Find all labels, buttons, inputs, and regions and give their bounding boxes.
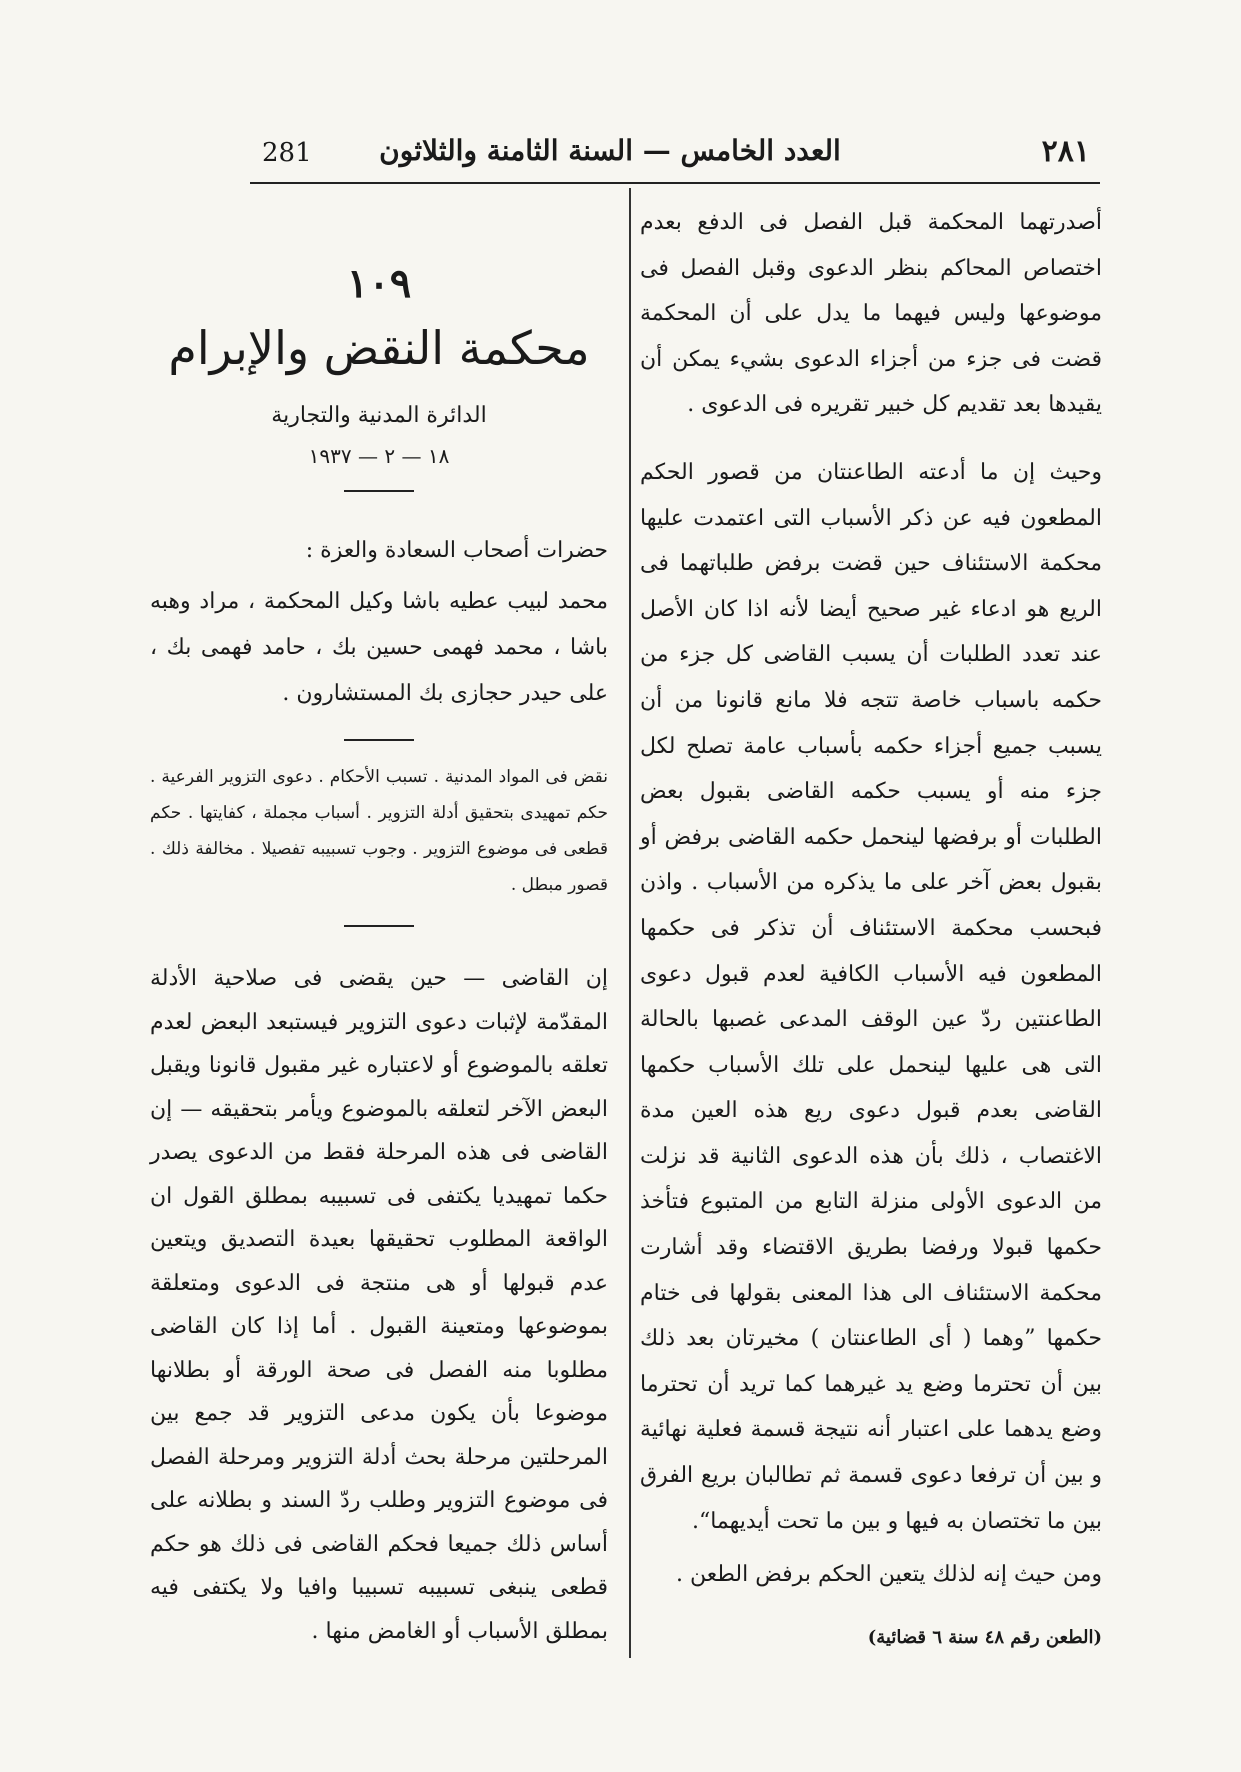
page-number-arabic: ٢٨١ [1041,134,1090,169]
case-date: ١٨ — ٢ — ١٩٣٧ [308,444,450,468]
continued-column [640,200,1102,1648]
case-column [150,200,608,1653]
section-rule [344,925,414,927]
issue-title: العدد الخامس — السنة الثامنة والثلاثون [379,134,841,167]
column-divider [629,188,631,1658]
conclusion-text: ومن حيث إنه لذلك يتعين الحكم برفض الطعن . [676,1562,1102,1588]
header-rule [250,182,1100,184]
case-number: ١٠٩ [346,260,412,307]
section-rule [344,490,414,492]
ruling-text: إن القاضى — حين يقضى فى صلاحية الأدلة المقدّمة لإثبات دعوى التزوير فيستبعد البعض لعدم تعلقه بالموضوع أو لاعتباره غير مقبول قانونا ويقبل البعض الآخر لتعلقه بالموضوع ويأمر بتحقيقه — إن القاضى فى هذه المرحلة فقط من الدعوى يصدر حكما تمهيديا يكتفى فى تسبيبه بمطلق القول ان الواقعة المطلوب تحقيقها بعيدة التصديق ويتعين عدم قبولها أو هى منتجة فى الدعوى ومتعلقة بموضوعها ومتعينة القبول . أما إذا كان القاضى مطلوبا منه الفصل فى صحة الورقة أو بطلانها موضوعا بأن يكون مدعى التزوير قد جمع بين المرحلتين مرحلة بحث أدلة التزوير ومرحلة الفصل فى موضوع التزوير وطلب ردّ السند و بطلانه على أساس ذلك جميعا فحكم القاضى فى ذلك هو حكم قطعى ينبغى تسبيبه تسبيبا وافيا ولا يكتفى فيه بمطلق الأسباب أو الغامض منها . [150,966,608,1644]
paragraph-continued: أصدرتهما المحكمة قبل الفصل فى الدفع بعدم اختصاص المحاكم بنظر الدعوى وقبل الفصل فى موضوعها وليس فيهما ما يدل على أن المحكمة قضت فى جزء من أجزاء الدعوى بشيء يمكن أن يقيدها بعد تقديم كل خبير تقريره فى الدعوى . [640,210,1102,418]
page-number-latin: 281 [262,138,312,168]
appeal-reference: (الطعن رقم ٤٨ سنة ٦ قضائية) [867,1627,1102,1649]
court-title: محكمة النقض والإبرام [168,321,590,375]
attendance-heading: حضرات أصحاب السعادة والعزة : [305,538,608,563]
paragraph-reasons: وحيث إن ما أدعته الطاعنتان من قصور الحكم المطعون فيه عن ذكر الأسباب التى اعتمدت عليها محكمة الاستئناف حين قضت برفض طلباتهما فى الريع هو ادعاء غير صحيح أيضا لأنه اذا كان الأصل عند تعدد الطلبات أن يسبب القاضى كل جزء من حكمه باسباب خاصة تتجه فلا مانع قانونا من أن يسبب جميع أجزاء حكمه بأسباب عامة تصلح لكل جزء منه أو يسبب حكمه القاضى بقبول بعض الطلبات أو برفضها لينحمل حكمه القاضى برفض أو بقبول بعض آخر على ما يذكره من الأسباب . واذن فبحسب محكمة الاستئناف أن تذكر فى حكمها المطعون فيه الأسباب الكافية لعدم قبول دعوى الطاعنتين ردّ عين الوقف المدعى غصبها بالحالة التى هى عليها لينحمل على تلك الأسباب حكمها القاضى بعدم قبول دعوى ريع هذه العين مدة الاغتصاب ، ذلك بأن هذه الدعوى الثانية قد نزلت من الدعوى الأولى منزلة التابع من المتبوع فتأخذ حكمها قبولا ورفضا بطريق الاقتضاء وقد أشارت محكمة الاستئناف الى هذا المعنى بقولها فى ختام حكمها ”وهما ( أى الطاعنتان ) مخيرتان بعد ذلك بين أن تحترما وضع يد غيرهما كما تريد أن تحترما وضع يدهما على اعتبار أنه نتيجة قسمة فعلية نهائية و بين أن ترفعا دعوى قسمة ثم تطالبان بريع الفرق بين ما تختصان به فيها و بين ما تحت أيديهما“. [640,459,1102,1534]
case-summary: نقض فى المواد المدنية . تسبب الأحكام . دعوى التزوير الفرعية . حكم تمهيدى بتحقيق أدلة التزوير . أسباب مجملة ، كفايتها . حكم قطعى فى موضوع التزوير . وجوب تسبيبه تفصيلا . مخالفة ذلك . قصور مبطل . [150,767,609,895]
court-division: الدائرة المدنية والتجارية [271,403,487,428]
section-rule [344,739,414,741]
page-header [150,128,1090,176]
judges-list: محمد لبيب عطيه باشا وكيل المحكمة ، مراد وهبه باشا ، محمد فهمى حسين بك ، حامد فهمى بك ، على حيدر حجازى بك المستشارون . [150,589,608,706]
